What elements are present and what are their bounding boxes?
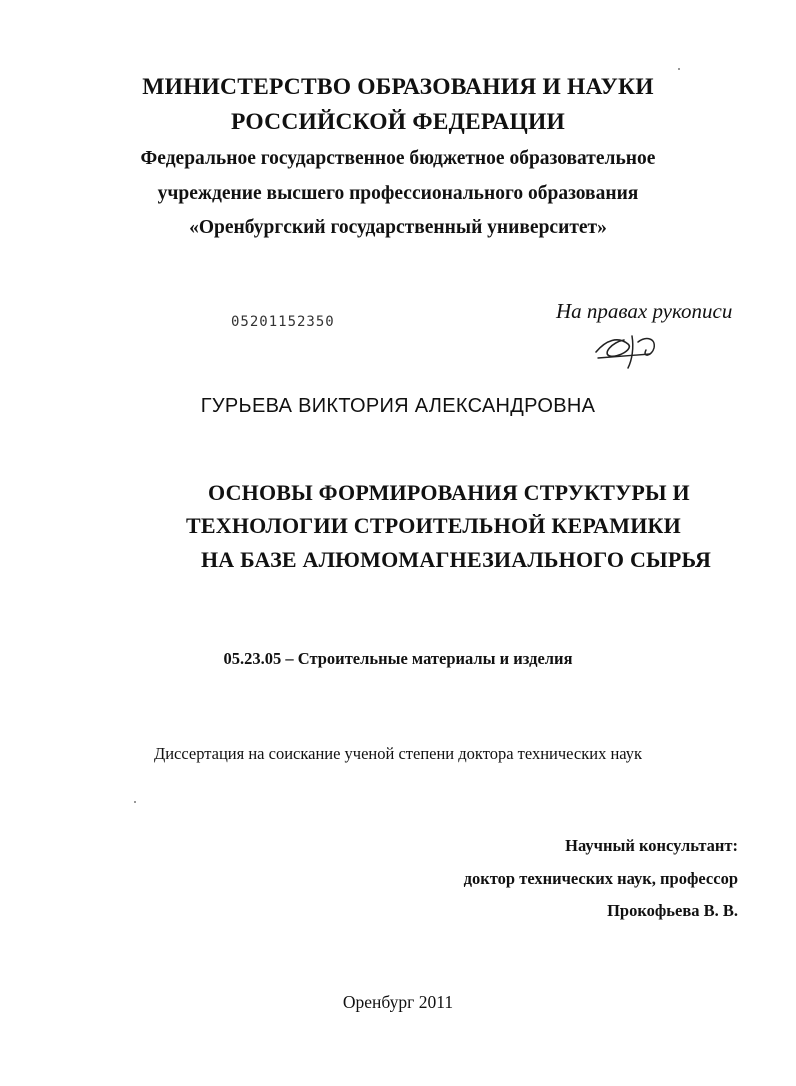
specialty-code: 05.23.05 – Строительные материалы и изделия xyxy=(223,649,573,668)
city-year: Оренбург 2011 xyxy=(342,992,454,1012)
ministry-name-line-2: РОССИЙСКОЙ ФЕДЕРАЦИИ xyxy=(231,109,565,135)
advisor-degree: доктор технических наук, профессор xyxy=(463,869,738,888)
ministry-name-line-1: МИНИСТЕРСТВО ОБРАЗОВАНИЯ И НАУКИ xyxy=(142,74,654,100)
institution-line-2: учреждение высшего профессионального образования xyxy=(157,183,639,204)
advisor-label: Научный консультант: xyxy=(565,836,738,855)
institution-line-1: Федеральное государственное бюджетное образовательное xyxy=(140,148,656,169)
institution-name: «Оренбургский государственный университет» xyxy=(189,217,607,238)
thesis-title-line-3: НА БАЗЕ АЛЮМОМАГНЕЗИАЛЬНОГО СЫРЬЯ xyxy=(201,547,712,572)
thesis-title-line-2: ТЕХНОЛОГИИ СТРОИТЕЛЬНОЙ КЕРАМИКИ xyxy=(186,513,681,538)
dissertation-statement: Диссертация на соискание ученой степени доктора технических наук xyxy=(153,744,643,763)
handwritten-signature xyxy=(588,322,668,372)
thesis-title-line-1: ОСНОВЫ ФОРМИРОВАНИЯ СТРУКТУРЫ И xyxy=(208,480,690,505)
manuscript-rights: На правах рукописи xyxy=(556,299,733,323)
scan-speck xyxy=(678,68,680,70)
author-name: ГУРЬЕВА ВИКТОРИЯ АЛЕКСАНДРОВНА xyxy=(200,395,596,417)
library-code: 05201152350 xyxy=(231,314,335,330)
advisor-name: Прокофьева В. В. xyxy=(607,901,738,920)
scan-speck xyxy=(134,801,136,803)
